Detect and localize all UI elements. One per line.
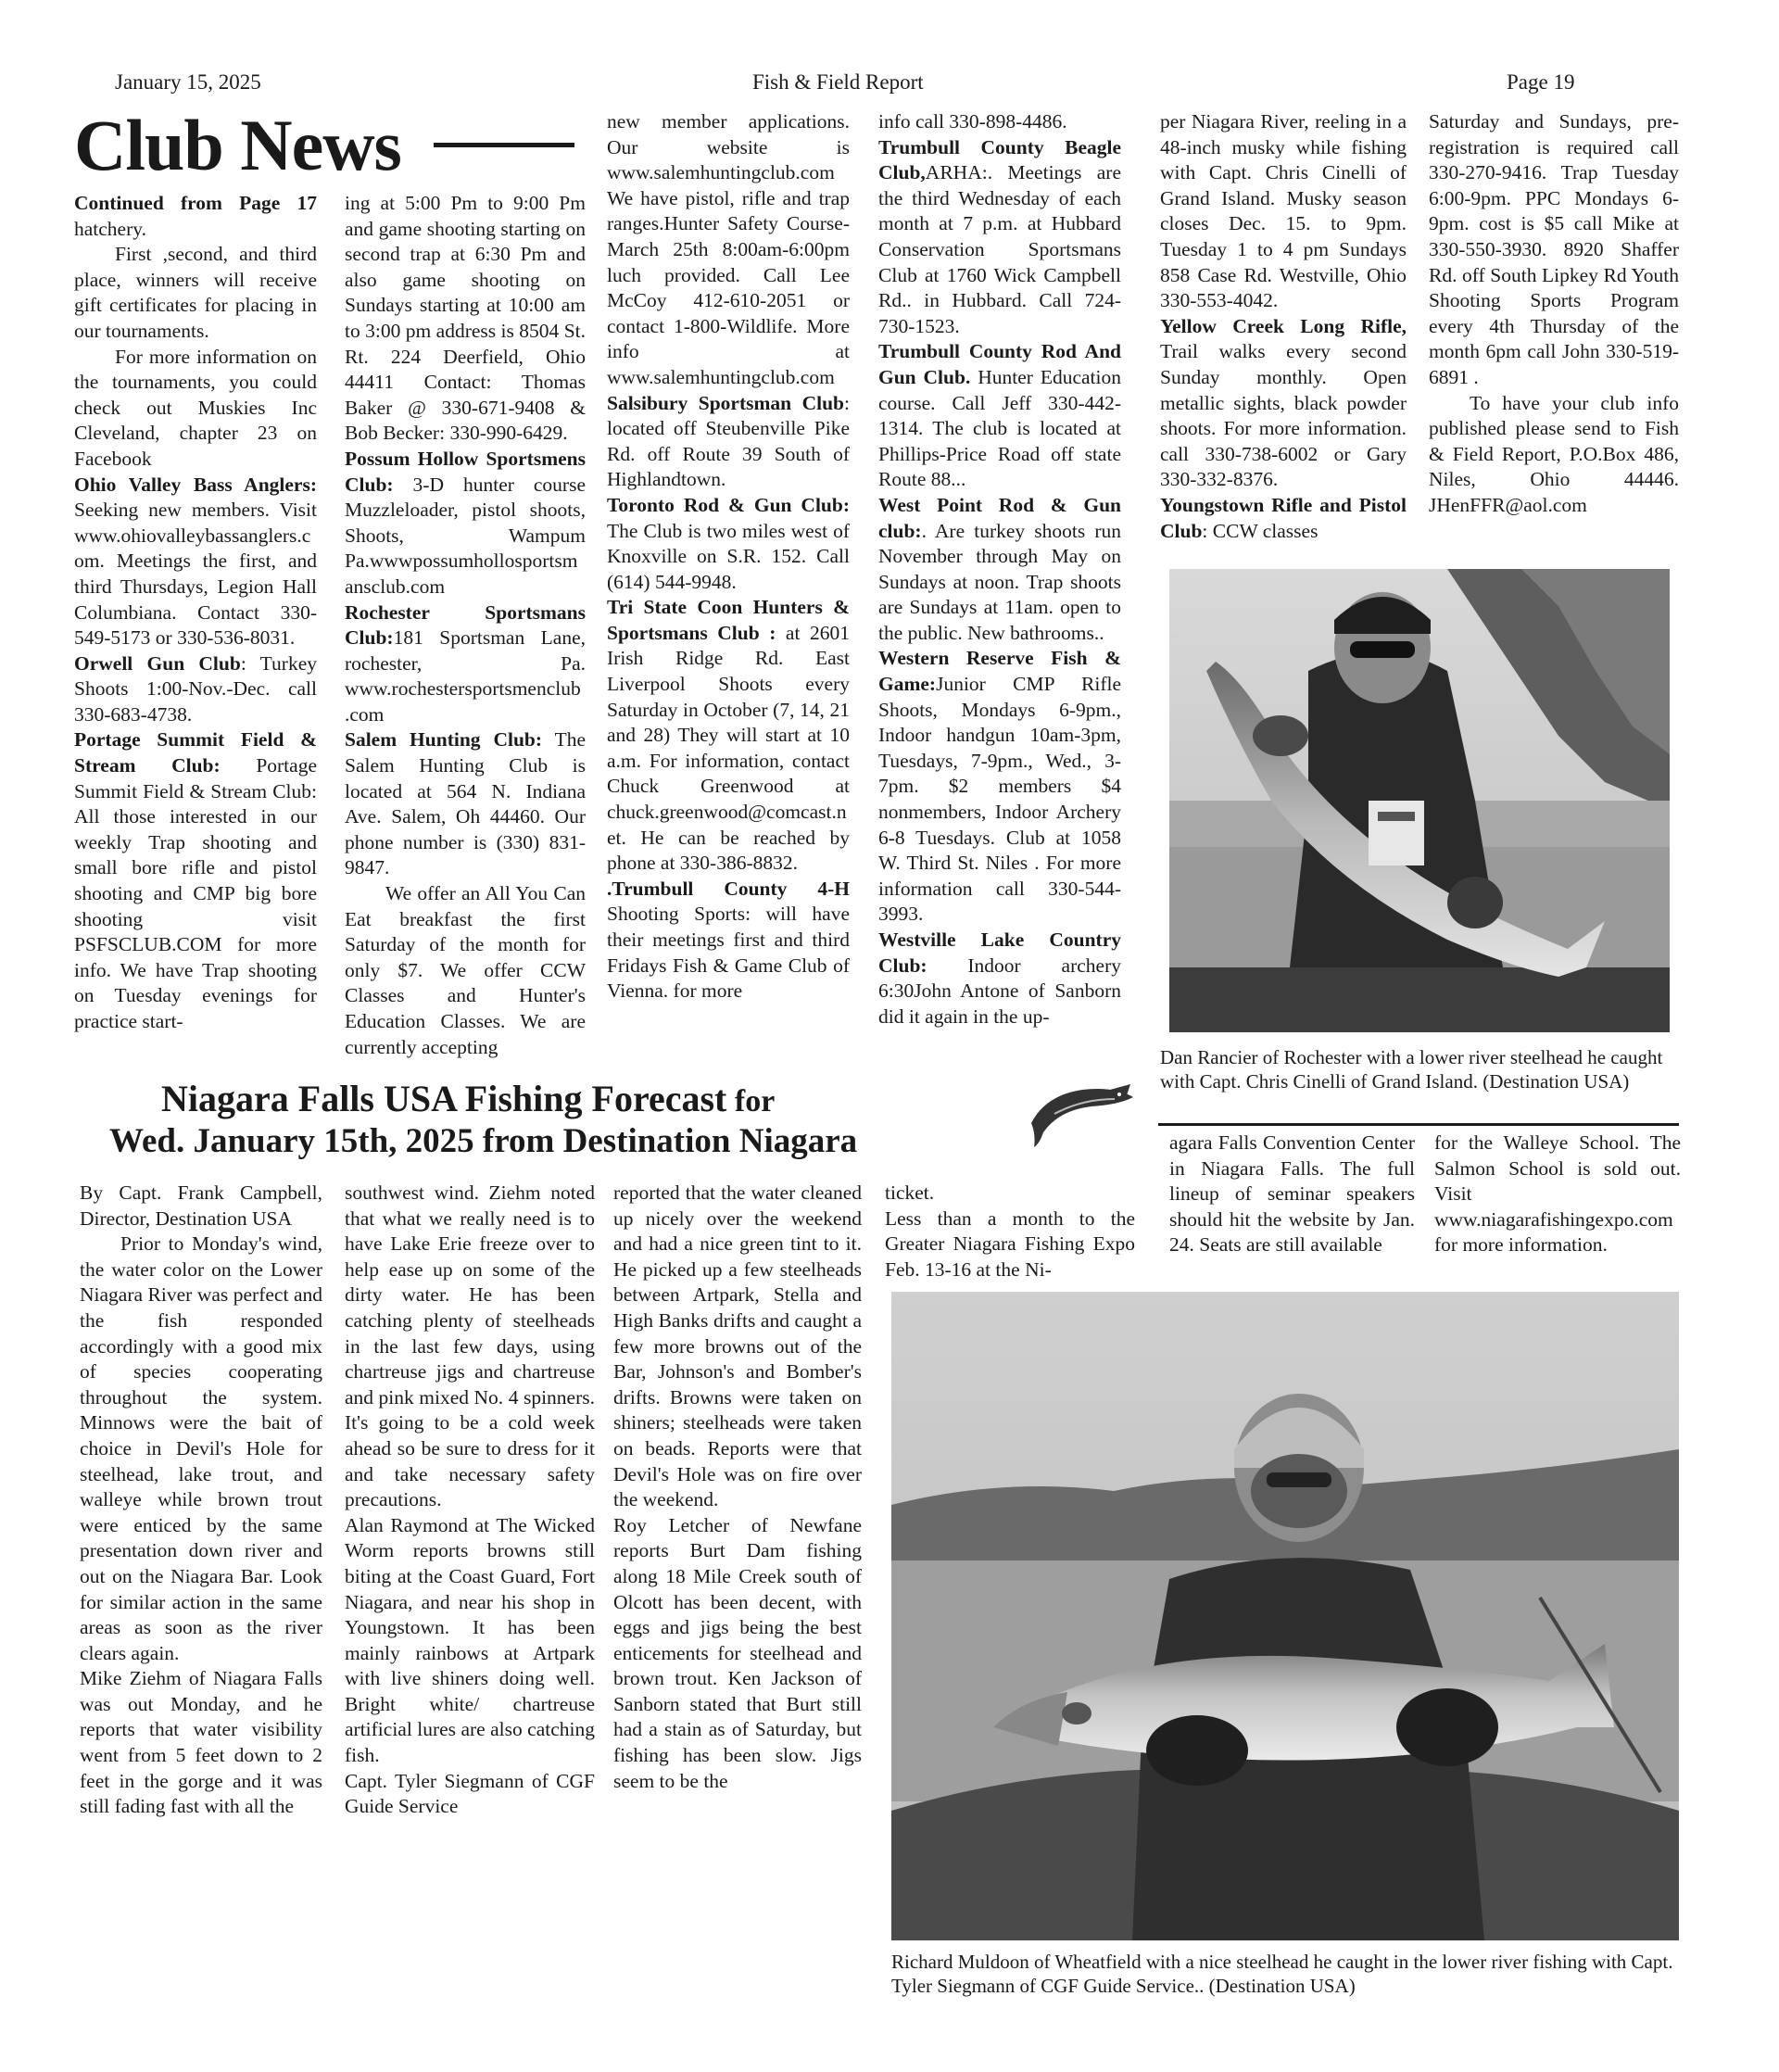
paragraph bbox=[74, 242, 317, 344]
paragraph-text: 181 Sportsman Lane, rochester, Pa. www.rochestersportsmenclub.com bbox=[345, 626, 586, 726]
paragraph-text: info call 330-898-4486. bbox=[878, 110, 1067, 133]
paragraph-text: To have your club info published please send to Fish & Field Report, P.O.Box 486, Niles, Ohio 44446. JHenFFR@aol.com bbox=[1429, 391, 1679, 516]
forecast-column-4 bbox=[885, 1181, 1135, 1292]
paragraph bbox=[80, 1232, 322, 1666]
paragraph bbox=[885, 1207, 1135, 1283]
paragraph bbox=[345, 1513, 595, 1769]
forecast-column-6 bbox=[1434, 1131, 1681, 1286]
paragraph bbox=[1429, 391, 1679, 519]
paragraph bbox=[74, 651, 317, 728]
paragraph-text: The Salem Hunting Club is located at 564 N. Indiana Ave. Salem, Oh 44460. Our phone number is (330) 831-9847. bbox=[345, 728, 586, 879]
club-name: Trumbull County Beagle Club, bbox=[878, 135, 1121, 184]
paragraph-text: : CCW classes bbox=[1202, 519, 1318, 542]
forecast-headline-main: Niagara Falls USA Fishing Forecast bbox=[161, 1078, 727, 1119]
photo1-caption: Dan Rancier of Rochester with a lower river steelhead he caught with Capt. Chris Cinelli of Grand Island. (Destination USA) bbox=[1160, 1046, 1663, 1093]
club-news-column-3 bbox=[607, 109, 850, 1060]
fish-logo-icon bbox=[1027, 1077, 1138, 1151]
paragraph bbox=[345, 1769, 595, 1820]
paragraph bbox=[878, 339, 1121, 493]
paragraph bbox=[878, 646, 1121, 928]
forecast-column-3 bbox=[613, 1181, 862, 1977]
forecast-headline-line1 bbox=[161, 1077, 775, 1120]
paragraph-text: Portage Summit Field & Stream Club: All those interested in our weekly Trap shooting and small bore rifle and pistol shooting and CMP big bore shooting visit PSFSCLUB.COM for more info. We have Trap shooting on Tuesday evenings for practice start- bbox=[74, 754, 317, 1032]
club-name: West Point Rod & Gun club: bbox=[878, 493, 1121, 542]
paragraph-text: reported that the water cleaned up nicely over the weekend and had a nice green tint to it. He picked up a few steelheads between Artpark, Stella and High Banks drifts and caught a few more browns out of the Bar, Johnson's and Bomber's drifts. Browns were taken on shiners; steelheads were taken on beads. Reports were that Devil's Hole was on fire over the weekend. bbox=[613, 1181, 862, 1511]
paragraph-text: new member applications. Our website is www.salemhuntingclub.com We have pistol, rifle and trap ranges.Hunter Safety Course-March 25th 8:00am-6:00pm luch provided. Call Lee McCoy 412-610-2051 or contact 1-800-Wildlife. More info at www.salemhuntingclub.com bbox=[607, 110, 850, 388]
paragraph-text: Saturday and Sundays, pre-registration is required call 330-270-9416. Trap Tuesday 6:00-9pm. PPC Mondays 6-9pm. cost is $5 call Mike at 330-550-3930. 8920 Shaffer Rd. off South Lipkey Rd Youth Shooting Sports Program every 4th Thursday of the month 6pm call John 330-519-6891 . bbox=[1429, 110, 1679, 388]
forecast-headline-for: for bbox=[726, 1084, 776, 1118]
paragraph bbox=[74, 345, 317, 473]
paragraph bbox=[345, 1181, 595, 1513]
paragraph bbox=[1429, 109, 1679, 391]
club-name: Western Reserve Fish & Game: bbox=[878, 647, 1121, 696]
club-name: Orwell Gun Club bbox=[74, 651, 241, 675]
paragraph-text: . Are turkey shoots run November through May on Sundays at noon. Trap shoots are Sundays at 11am. open to the public. New bathrooms.. bbox=[878, 519, 1121, 644]
forecast-column-5 bbox=[1169, 1131, 1415, 1286]
paragraph-text: Roy Letcher of Newfane reports Burt Dam fishing along 18 Mile Creek south of Olcott has been decent, with eggs and jigs being the best enticements for steelhead and brown trout. Ken Jackson of Sanborn stated that Burt still had a stain as of Saturday, but fishing has been slow. Jigs seem to be the bbox=[613, 1513, 862, 1792]
paragraph-text: Prior to Monday's wind, the water color on the Lower Niagara River was perfect and the fish responded accordingly with a good mix of species cooperating throughout the system. Minnows were the bait of choice in Devil's Hole for steelhead, lake trout, and walleye while brown trout were enticed by the same presentation down river and out on the Niagara Bar. Look for similar action in the same areas as soon as the river clears again. bbox=[80, 1232, 322, 1664]
paragraph bbox=[345, 600, 586, 728]
paragraph-text: Alan Raymond at The Wicked Worm reports browns still biting at the Coast Guard, Fort Niagara, and near his shop in Youngstown. It has been mainly rainbows at Artpark with live shiners doing well. Bright white/ chartreuse artificial lures are also catching fish. bbox=[345, 1513, 595, 1767]
photo1-image bbox=[1169, 569, 1670, 1032]
club-news-column-5 bbox=[1160, 109, 1407, 569]
paragraph bbox=[878, 493, 1121, 647]
section-title: Club News bbox=[74, 105, 401, 185]
club-name: Youngstown Rifle and Pistol Club bbox=[1160, 493, 1407, 542]
paragraph-text: Shooting Sports: will have their meetings first and third Fridays Fish & Game Club of Vienna. for more bbox=[607, 903, 850, 1003]
paragraph-text: Hunter Education course. Call Jeff 330-442-1314. The club is located at Phillips-Price Road off state Route 88... bbox=[878, 365, 1121, 491]
paragraph-text: ticket. bbox=[885, 1181, 935, 1204]
club-news-column-2 bbox=[345, 191, 586, 1060]
paragraph bbox=[878, 109, 1121, 135]
club-news-column-6 bbox=[1429, 109, 1679, 569]
club-name: Rochester Sportsmans Club: bbox=[345, 600, 586, 650]
paragraph bbox=[607, 109, 850, 391]
club-name: .Trumbull County 4-H bbox=[607, 877, 850, 900]
paragraph bbox=[607, 493, 850, 595]
paragraph-text: Capt. Tyler Siegmann of CGF Guide Service bbox=[345, 1769, 595, 1818]
paragraph-text: We offer an All You Can Eat breakfast the first Saturday of the month for only $7. We offer CCW Classes and Hunter's Education Classes. We are currently accepting bbox=[345, 882, 586, 1058]
club-name: Westville Lake Country Club: bbox=[878, 929, 1121, 977]
club-name: Trumbull County Rod And Gun Club. bbox=[878, 340, 1121, 388]
paragraph-text: ARHA:. Meetings are the third Wednesday of each month at 7 p.m. at Hubbard Conservation Sportsmans Club at 1760 Wick Campbell Rd.. in Hubbard. Call 724-730-1523. bbox=[878, 161, 1121, 337]
paragraph-text: Less than a month to the Greater Niagara Fishing Expo Feb. 13-16 at the Ni- bbox=[885, 1207, 1135, 1281]
paragraph-text: Trail walks every second Sunday monthly. Open metallic sights, black powder shoots. For more information. call 330-738-6002 or Gary 330-332-8376. bbox=[1160, 340, 1407, 491]
paragraph bbox=[80, 1666, 322, 1820]
paragraph-text: : located off Steubenville Pike Rd. off Route 39 South of Highlandtown. bbox=[607, 391, 850, 491]
paragraph bbox=[1160, 109, 1407, 314]
paragraph bbox=[1169, 1131, 1415, 1258]
paragraph bbox=[607, 595, 850, 877]
club-name: Continued from Page 17 bbox=[74, 192, 317, 214]
club-name: Toronto Rod & Gun Club: bbox=[607, 493, 850, 516]
paragraph-text: ing at 5:00 Pm to 9:00 Pm and game shooting starting on second trap at 6:30 Pm and also game shooting on Sundays starting at 10:00 am to 3:00 pm address is 8504 St. Rt. 224 Deerfield, Ohio 44411 Contact: Thomas Baker @ 330-671-9408 & Bob Becker: 330-990-6429. bbox=[345, 192, 586, 445]
club-news-column-1 bbox=[74, 191, 317, 1043]
club-name: Yellow Creek Long Rifle, bbox=[1160, 314, 1407, 337]
paragraph-text: per Niagara River, reeling in a 48-inch musky while fishing with Capt. Chris Cinelli of Grand Island. Musky season closes Dec. 15. to 9pm. Tuesday 1 to 4 pm Sundays 858 Case Rd. Westville, Ohio 330-553-4042. bbox=[1160, 110, 1407, 312]
paragraph-text: Mike Ziehm of Niagara Falls was out Monday, and he reports that water visibility went from 5 feet down to 2 feet in the gorge and it was still fading fast with all the bbox=[80, 1667, 322, 1818]
photo-dan-rancier-steelhead bbox=[1169, 569, 1670, 1032]
paragraph-text: By Capt. Frank Campbell, Director, Destination USA bbox=[80, 1181, 322, 1230]
paragraph-text: 3-D hunter course Muzzleloader, pistol shoots, Shoots, Wampum Pa.wwwpossumhollosportsmansclub.com bbox=[345, 473, 586, 598]
paragraph bbox=[613, 1181, 862, 1513]
club-name: Portage Summit Field & Stream Club: bbox=[74, 728, 317, 777]
club-name: Ohio Valley Bass Anglers: bbox=[74, 473, 317, 496]
paragraph-text: southwest wind. Ziehm noted that what we really need is to have Lake Erie freeze over to help ease up on some of the dirty water. He has been catching plenty of steelheads in the last few days, using chartreuse jigs and chartreuse and pink mixed No. 4 spinners. It's going to be a cold week ahead so be sure to dress for it and take necessary safety precautions. bbox=[345, 1181, 595, 1511]
paragraph bbox=[1160, 314, 1407, 493]
paragraph bbox=[345, 727, 586, 881]
paragraph-text: hatchery. bbox=[74, 217, 146, 240]
paragraph-text: for the Walleye School. The Salmon School is sold out. Visit www.niagarafishingexpo.com for more information. bbox=[1434, 1131, 1681, 1257]
paragraph bbox=[607, 877, 850, 1004]
paragraph bbox=[74, 727, 317, 1034]
paragraph-text: agara Falls Convention Center in Niagara Falls. The full lineup of seminar speakers should hit the website by Jan. 24. Seats are still available bbox=[1169, 1131, 1415, 1257]
paragraph bbox=[613, 1513, 862, 1795]
forecast-column-1 bbox=[80, 1181, 322, 1968]
page-number: Page 19 bbox=[1507, 70, 1575, 94]
publication-name: Fish & Field Report bbox=[752, 70, 924, 94]
paragraph bbox=[74, 191, 317, 242]
club-name: Salsibury Sportsman Club bbox=[607, 391, 845, 414]
photo-richard-muldoon-steelhead bbox=[891, 1292, 1679, 1940]
paragraph-text: First ,second, and third place, winners will receive gift certificates for placing in our tournaments. bbox=[74, 243, 317, 342]
paragraph bbox=[345, 447, 586, 600]
paragraph bbox=[878, 135, 1121, 340]
forecast-headline-line2: Wed. January 15th, 2025 from Destination Niagara bbox=[109, 1122, 858, 1160]
paragraph bbox=[1434, 1131, 1681, 1258]
forecast-column-2 bbox=[345, 1181, 595, 1968]
paragraph bbox=[345, 191, 586, 447]
page-date: January 15, 2025 bbox=[115, 70, 261, 94]
paragraph bbox=[74, 473, 317, 651]
title-rule bbox=[434, 143, 574, 147]
paragraph bbox=[345, 881, 586, 1060]
paragraph bbox=[607, 391, 850, 493]
photo2-caption: Richard Muldoon of Wheatfield with a nice steelhead he caught in the lower river fishing with Capt. Tyler Siegmann of CGF Guide Service.. (Destination USA) bbox=[891, 1951, 1673, 1997]
paragraph-text: : Turkey Shoots 1:00-Nov.-Dec. call 330-683-4738. bbox=[74, 651, 317, 726]
paragraph bbox=[80, 1181, 322, 1232]
paragraph bbox=[1160, 493, 1407, 544]
paragraph-text: at 2601 Irish Ridge Rd. East Liverpool Shoots every Saturday in October (7, 14, 21 and 28) They will start at 10 a.m. For information, contact Chuck Greenwood at chuck.greenwood@comcast.net. He can be reached by phone at 330-386-8832. bbox=[607, 621, 850, 875]
club-news-column-4 bbox=[878, 109, 1121, 1060]
club-name: Possum Hollow Sportsmens Club: bbox=[345, 447, 586, 496]
paragraph bbox=[878, 928, 1121, 1030]
paragraph-text: Indoor archery 6:30John Antone of Sanborn did it again in the up- bbox=[878, 954, 1121, 1028]
club-name: Tri State Coon Hunters & Sportsmans Club : bbox=[607, 596, 850, 644]
paragraph-text: Seeking new members. Visit www.ohiovalleybassanglers.com. Meetings the first, and third Thursdays, Legion Hall Columbiana. Contact 330-549-5173 or 330-536-8031. bbox=[74, 499, 317, 650]
section-divider bbox=[1158, 1123, 1679, 1126]
paragraph bbox=[885, 1181, 1135, 1207]
photo2-image bbox=[891, 1292, 1679, 1940]
paragraph-text: Junior CMP Rifle Shoots, Mondays 6-9pm., Indoor handgun 10am-3pm, Tuesdays, 7-9pm., Wed., 3-7pm. $2 members $4 nonmembers, Indoor Archery 6-8 Tuesdays. Club at 1058 W. Third St. Niles . For more information call 330-544-3993. bbox=[878, 673, 1121, 926]
paragraph-text: The Club is two miles west of Knoxville on S.R. 152. Call (614) 544-9948. bbox=[607, 519, 850, 593]
club-name: Salem Hunting Club: bbox=[345, 728, 543, 752]
paragraph-text: For more information on the tournaments, you could check out Muskies Inc Cleveland, chapter 23 on Facebook bbox=[74, 345, 317, 470]
